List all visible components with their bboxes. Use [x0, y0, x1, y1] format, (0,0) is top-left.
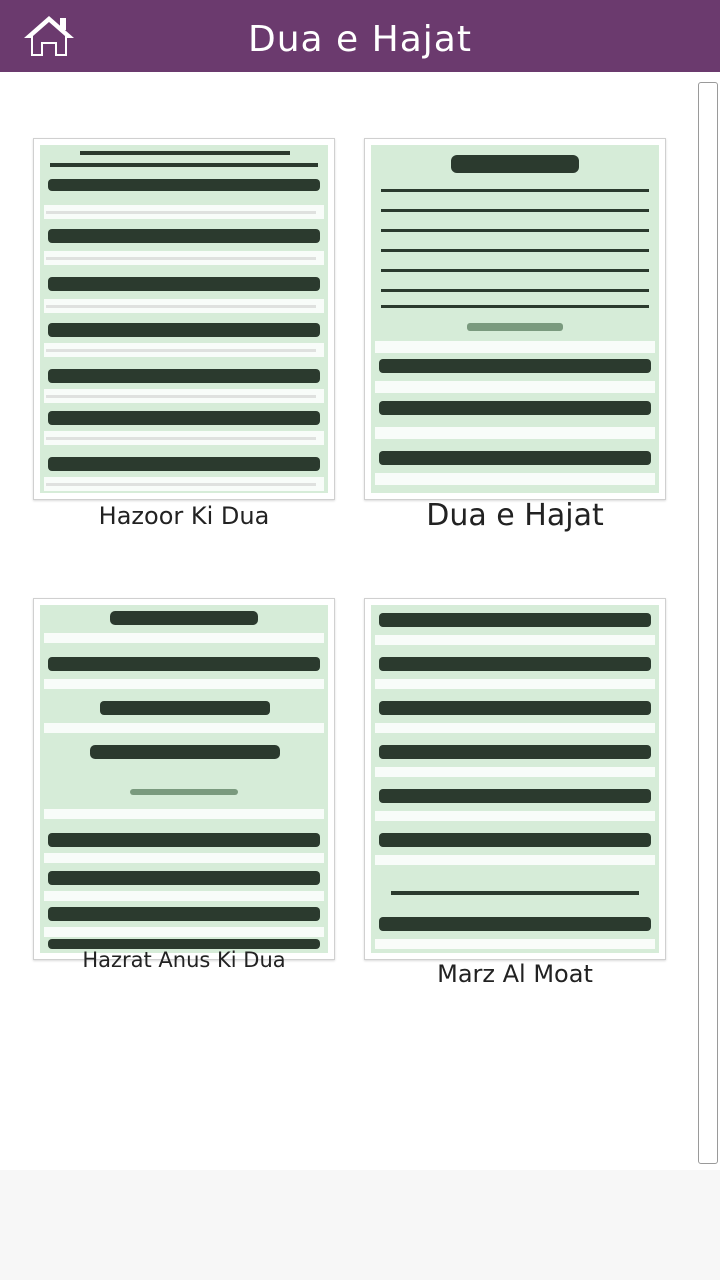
dua-page-image — [40, 145, 328, 493]
dua-thumbnail — [33, 598, 335, 960]
app-bar — [0, 0, 720, 72]
dua-page-image — [371, 145, 659, 493]
card-hazrat-anus-ki-dua[interactable] — [33, 598, 335, 1010]
scrollbar[interactable] — [698, 82, 718, 1164]
dua-thumbnail — [364, 138, 666, 500]
card-title: Dua e Hajat — [426, 498, 604, 533]
dua-thumbnail — [364, 598, 666, 960]
card-title: Marz Al Moat — [437, 960, 593, 988]
card-title: Hazrat Anus Ki Dua — [82, 948, 286, 972]
card-marz-al-moat[interactable] — [364, 598, 666, 1010]
card-title: Hazoor Ki Dua — [98, 502, 270, 530]
dua-page-image — [40, 605, 328, 953]
dua-thumbnail — [33, 138, 335, 500]
page-title: Dua e Hajat — [248, 19, 472, 60]
card-hazoor-ki-dua[interactable] — [33, 138, 335, 548]
dua-page-image — [371, 605, 659, 953]
card-dua-e-hajat[interactable] — [364, 138, 666, 548]
